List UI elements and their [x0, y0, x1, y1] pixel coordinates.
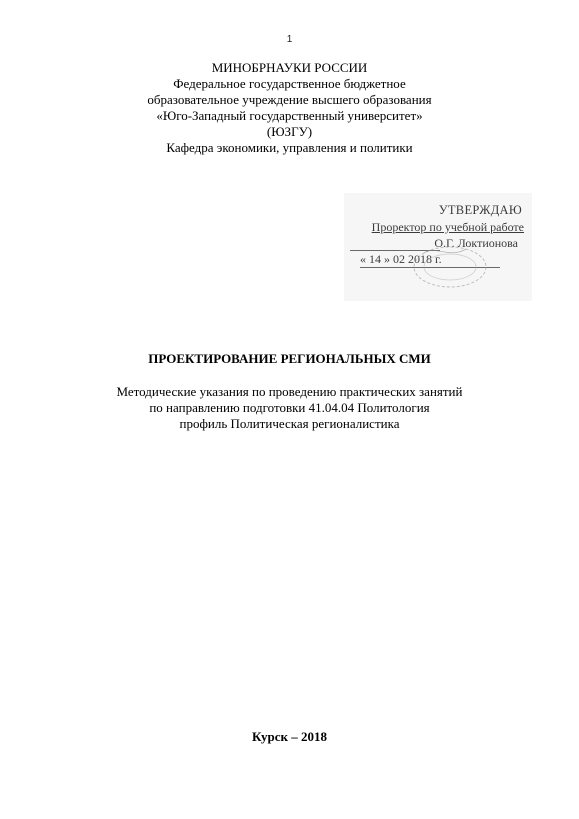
institution-type-line: Федеральное государственное бюджетное: [173, 76, 406, 91]
description-line: Методические указания по проведению практических занятий: [116, 384, 463, 399]
signature-line: [350, 250, 440, 251]
approval-name: О.Г. Локтионова: [434, 236, 518, 250]
document-description: [0, 384, 579, 432]
institution-header: [0, 60, 579, 156]
description-line: профиль Политическая регионалистика: [179, 416, 400, 431]
department-line: Кафедра экономики, управления и политики: [166, 140, 413, 155]
university-abbr-line: (ЮЗГУ): [266, 124, 313, 139]
document-title-block: [0, 351, 579, 432]
date-underline: [360, 267, 500, 268]
description-line: по направлению подготовки 41.04.04 Политология: [149, 400, 430, 415]
page-number: 1: [286, 34, 293, 45]
approval-role: Проректор по учебной работе: [371, 220, 524, 234]
university-name-line: «Юго-Западный государственный университет»: [156, 108, 423, 123]
approval-stamp: [344, 193, 532, 301]
ministry-line: МИНОБРНАУКИ РОССИИ: [211, 60, 368, 75]
approval-date: « 14 » 02 2018 г.: [360, 252, 442, 266]
institution-level-line: образовательное учреждение высшего образования: [147, 92, 432, 107]
city-year-footer: Курск – 2018: [251, 729, 328, 744]
document-title: ПРОЕКТИРОВАНИЕ РЕГИОНАЛЬНЫХ СМИ: [148, 351, 431, 366]
approval-title: УТВЕРЖДАЮ: [438, 203, 522, 217]
